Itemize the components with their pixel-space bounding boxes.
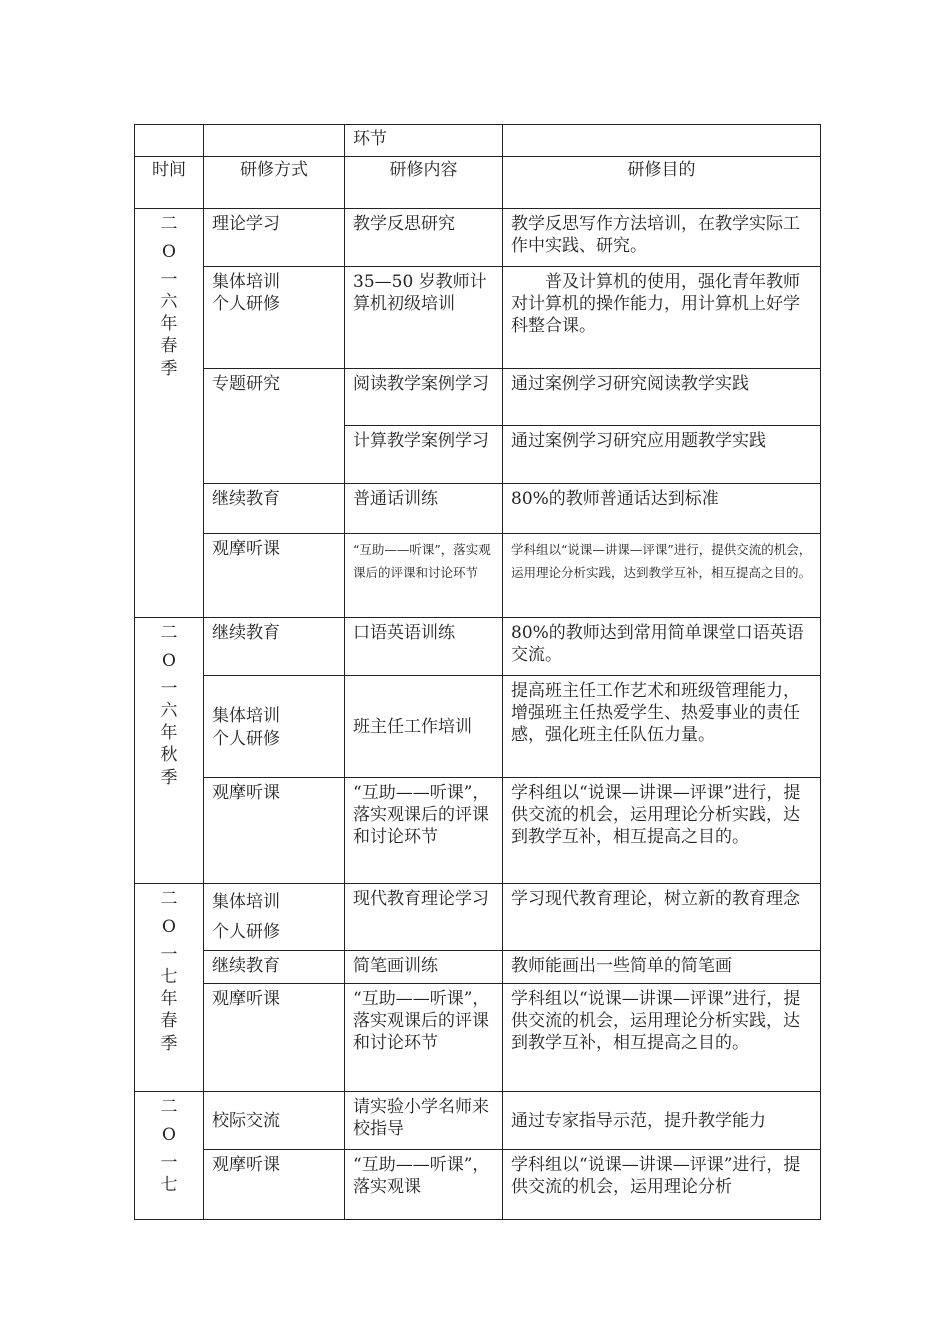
time-char: 二	[160, 623, 178, 643]
table-row	[135, 209, 821, 267]
time-cell-2017	[135, 1091, 204, 1219]
goal-cell: 学习现代教育理论，树立新的教育理念	[503, 884, 821, 951]
method-cell: 继续教育	[204, 484, 345, 534]
time-char: 年	[160, 723, 178, 744]
header-goal: 研修目的	[503, 157, 821, 209]
header-method: 研修方式	[204, 157, 345, 209]
time-char: 季	[160, 767, 178, 788]
method-cell: 理论学习	[204, 209, 345, 267]
method-cell: 继续教育	[204, 950, 345, 983]
time-char: O	[162, 651, 176, 672]
table-row	[135, 534, 821, 618]
table-row	[135, 1091, 821, 1149]
table-row	[135, 267, 821, 369]
time-char: 季	[160, 1033, 178, 1054]
time-char: 春	[160, 336, 178, 357]
table-row	[135, 125, 821, 157]
content-cell: “互助——听课”，落实观课	[345, 1149, 503, 1219]
method-cell: 继续教育	[204, 618, 345, 676]
goal-cell: 教师能画出一些简单的简笔画	[503, 950, 821, 983]
time-cell	[135, 125, 204, 157]
method-line: 个人研修	[212, 728, 280, 749]
training-plan-table	[134, 124, 821, 1220]
time-char: 七	[160, 1174, 178, 1195]
goal-cell: 学科组以“说课—讲课—评课”进行，提供交流的机会，运用理论分析实践，达到教学互补，相互提高之目的。	[503, 534, 821, 618]
method-cell: 观摩听课	[204, 534, 345, 618]
header-content: 研修内容	[345, 157, 503, 209]
goal-cell: 学科组以“说课—讲课—评课”进行，提供交流的机会，运用理论分析	[503, 1149, 821, 1219]
goal-cell: 通过案例学习研究应用题教学实践	[503, 426, 821, 484]
content-cell: 请实验小学名师来校指导	[345, 1091, 503, 1149]
content-cell: 口语英语训练	[345, 618, 503, 676]
content-cell: 计算教学案例学习	[345, 426, 503, 484]
table-row	[135, 618, 821, 676]
time-char: 二	[160, 1096, 178, 1117]
time-char: O	[162, 242, 176, 263]
time-char: O	[162, 1124, 176, 1145]
content-cell: 现代教育理论学习	[345, 884, 503, 951]
goal-cell: 学科组以“说课—讲课—评课”进行，提供交流的机会，运用理论分析实践，达到教学互补，相互提高之目的。	[503, 983, 821, 1091]
goal-cell	[503, 125, 821, 157]
method-cell: 观摩听课	[204, 983, 345, 1091]
time-char: O	[162, 917, 176, 938]
goal-cell: 学科组以“说课—讲课—评课”进行，提供交流的机会，运用理论分析实践，达到教学互补，相互提高之目的。	[503, 778, 821, 884]
method-line: 个人研修	[212, 294, 280, 315]
goal-cell: 普及计算机的使用，强化青年教师对计算机的操作能力，用计算机上好学科整合课。	[503, 267, 821, 369]
method-line: 集体培训	[212, 272, 280, 292]
content-cell: “互助——听课”，落实观课后的评课和讨论环节	[345, 778, 503, 884]
time-char: 春	[160, 1011, 178, 1032]
content-cell: 普通话训练	[345, 484, 503, 534]
method-line: 个人研修	[212, 921, 280, 942]
content-cell: “互助——听课”，落实观课后的评课和讨论环节	[345, 983, 503, 1091]
method-cell: 校际交流	[204, 1091, 345, 1149]
table-row	[135, 484, 821, 534]
content-cell: 简笔画训练	[345, 950, 503, 983]
content-cell: 环节	[345, 125, 503, 157]
method-cell	[204, 125, 345, 157]
content-cell: 阅读教学案例学习	[345, 369, 503, 426]
time-char: 六	[160, 292, 178, 313]
time-char: 二	[160, 214, 178, 234]
time-char: 一	[160, 270, 178, 291]
method-cell: 观摩听课	[204, 1149, 345, 1219]
time-cell-2016-autumn	[135, 618, 204, 884]
time-char: 年	[160, 314, 178, 335]
method-cell	[204, 267, 345, 369]
method-cell	[204, 884, 345, 951]
content-cell: 35—50 岁教师计算机初级培训	[345, 267, 503, 369]
method-cell	[204, 676, 345, 778]
time-char: 秋	[160, 745, 178, 766]
content-cell: “互助——听课”，落实观课后的评课和讨论环节	[345, 534, 503, 618]
time-cell-2016-spring	[135, 209, 204, 618]
table-row	[135, 369, 821, 426]
time-char: 一	[160, 679, 178, 700]
time-char: 一	[160, 945, 178, 966]
method-cell: 观摩听课	[204, 778, 345, 884]
method-cell: 专题研究	[204, 369, 345, 484]
time-cell-2017-spring	[135, 884, 204, 1092]
time-char: 六	[160, 701, 178, 722]
method-line: 集体培训	[212, 892, 280, 912]
content-cell: 教学反思研究	[345, 209, 503, 267]
goal-cell: 通过专家指导示范，提升教学能力	[503, 1091, 821, 1149]
table-row	[135, 884, 821, 951]
table-header-row	[135, 157, 821, 209]
goal-cell: 教学反思写作方法培训，在教学实际工作中实践、研究。	[503, 209, 821, 267]
table-row	[135, 1149, 821, 1219]
goal-cell: 80%的教师达到常用简单课堂口语英语交流。	[503, 618, 821, 676]
content-cell: 班主任工作培训	[345, 676, 503, 778]
time-char: 一	[160, 1152, 178, 1173]
goal-cell: 提高班主任工作艺术和班级管理能力，增强班主任热爱学生、热爱事业的责任感，强化班主任队伍力量。	[503, 676, 821, 778]
time-char: 七	[160, 967, 178, 988]
table-row	[135, 983, 821, 1091]
table-row	[135, 778, 821, 884]
table-row	[135, 950, 821, 983]
goal-cell: 通过案例学习研究阅读教学实践	[503, 369, 821, 426]
time-char: 年	[160, 989, 178, 1010]
time-char: 二	[160, 889, 178, 909]
table-row	[135, 676, 821, 778]
header-time: 时间	[135, 157, 204, 209]
method-line: 集体培训	[212, 706, 280, 727]
goal-cell: 80%的教师普通话达到标准	[503, 484, 821, 534]
time-char: 季	[160, 358, 178, 379]
